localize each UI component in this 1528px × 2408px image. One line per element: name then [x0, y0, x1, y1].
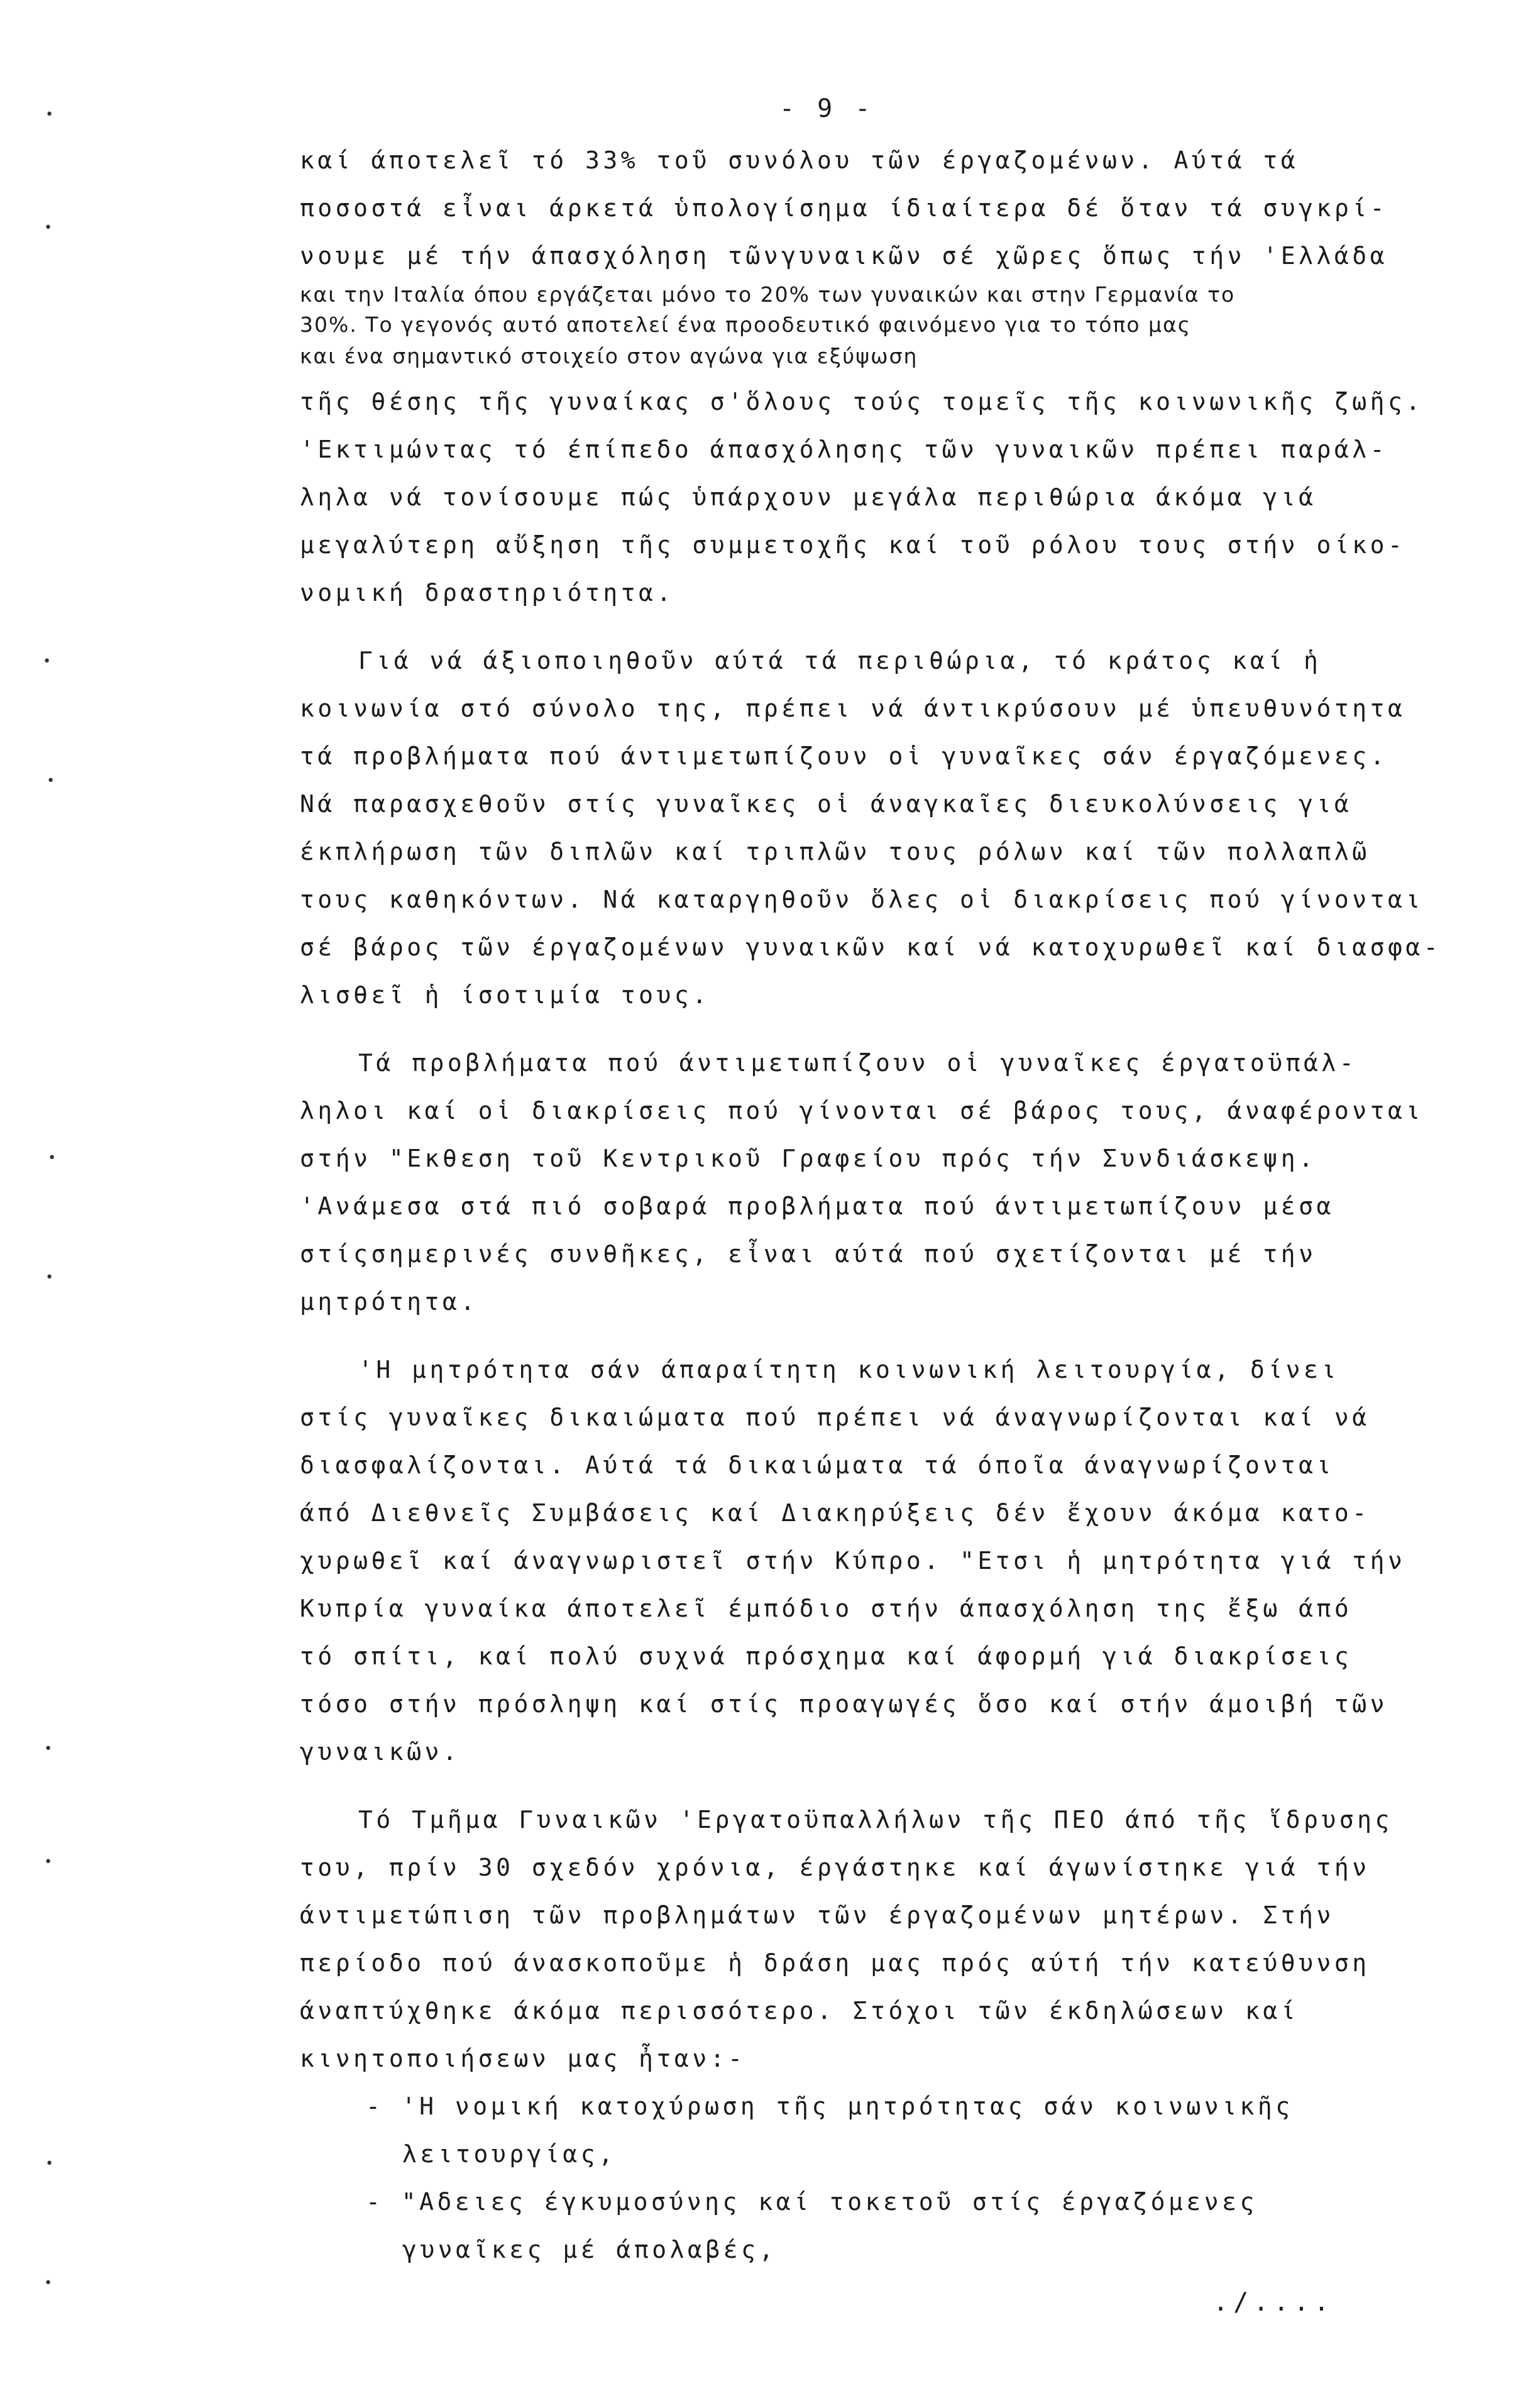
text-line: λισθεῖ ἡ ίσοτιμία τους. [300, 981, 710, 1009]
text-line: νουμε μέ τήν άπασχόληση τῶνγυναικῶν σέ χῶρες ὅπως τήν 'Ελλάδα [300, 242, 1388, 270]
margin-mark: • [44, 1854, 53, 1870]
text-line: ποσοστά εἶναι άρκετά ὑπολογίσημα ίδιαίτερα δέ ὅταν τά συγκρί- [300, 194, 1388, 222]
bullet-item-continuation: γυναῖκες μέ άπολαβές, [402, 2236, 777, 2263]
text-line: στίςσημερινές συνθῆκες, εἶναι αύτά πού σχετίζονται μέ τήν [300, 1240, 1317, 1268]
continuation-marker: ./.... [1213, 2288, 1334, 2317]
bullet-item-continuation: λειτουργίας, [402, 2140, 617, 2168]
text-line: Νά παρασχεθοῦν στίς γυναῖκες οἱ άναγκαῖες διευκολύνσεις γιά [300, 790, 1353, 818]
text-line: τῆς θέσης τῆς γυναίκας σ'ὅλους τούς τομεῖς τῆς κοινωνικῆς ζωῆς. [300, 388, 1424, 415]
text-line: 'Η μητρότητα σάν άπαραίτητη κοινωνική λειτουργία, δίνει [358, 1356, 1339, 1383]
margin-mark: • [45, 2156, 54, 2172]
text-line: άντιμετώπιση τῶν προβλημάτων τῶν έργαζομένων μητέρων. Στήν [300, 1901, 1334, 1929]
text-line: περίοδο πού άνασκοποῦμε ἡ δράση μας πρός αύτή τήν κατεύθυνση [300, 1949, 1370, 1977]
page-number: - 9 - [779, 94, 874, 123]
text-line: του, πρίν 30 σχεδόν χρόνια, έργάστηκε καί άγωνίστηκε γιά τήν [300, 1854, 1370, 1881]
text-line: τό σπίτι, καί πολύ συχνά πρόσχημα καί άφορμή γιά διακρίσεις [300, 1642, 1353, 1670]
margin-mark: • [47, 773, 55, 789]
text-line: ληλα νά τονίσουμε πώς ὑπάρχουν μεγάλα περιθώρια άκόμα γιά [300, 483, 1317, 511]
text-line: Τό Τμῆμα Γυναικῶν 'Εργατοϋπαλλήλων τῆς ΠΕΟ άπό τῆς ἵδρυσης [358, 1806, 1393, 1833]
text-line: στήν "Εκθεση τοῦ Κεντρικοῦ Γραφείου πρός τήν Συνδιάσκεψη. [300, 1145, 1317, 1172]
text-line: Γιά νά άξιοποιηθοῦν αύτά τά περιθώρια, τό κράτος καί ἡ [358, 647, 1322, 674]
text-line: τους καθηκόντων. Νά καταργηθοῦν ὅλες οἱ διακρίσεις πού γίνονται [300, 886, 1424, 913]
text-line: χυρωθεῖ καί άναγνωριστεῖ στήν Κύπρο. "Ετσι ἡ μητρότητα γιά τήν [300, 1547, 1406, 1575]
text-line: διασφαλίζονται. Αύτά τά δικαιώματα τά όποῖα άναγνωρίζονται [300, 1451, 1334, 1479]
text-line: τά προβλήματα πού άντιμετωπίζουν οἱ γυναῖκες σάν έργαζόμενες. [300, 742, 1388, 770]
margin-mark: • [45, 1270, 54, 1285]
text-line: 'Εκτιμώντας τό έπίπεδο άπασχόλησης τῶν γυναικῶν πρέπει παράλ- [300, 436, 1388, 463]
typed-correction-line: και την Ιταλία όπου εργάζεται μόνο το 20% των γυναικών και στην Γερμανία το [300, 282, 1236, 307]
text-line: τόσο στήν πρόσληψη καί στίς προαγωγές ὅσο καί στήν άμοιβή τῶν [300, 1690, 1388, 1718]
typed-correction-line: και ένα σημαντικό στοιχείο στον αγώνα για εξύψωση [300, 344, 918, 368]
text-line: ληλοι καί οἱ διακρίσεις πού γίνονται σέ βάρος τους, άναφέρονται [300, 1097, 1424, 1124]
text-line: κοινωνία στό σύνολο της, πρέπει νά άντικρύσουν μέ ὑπευθυνότητα [300, 695, 1406, 722]
text-line: στίς γυναῖκες δικαιώματα πού πρέπει νά άναγνωρίζονται καί νά [300, 1404, 1370, 1431]
typed-correction-line: 30%. Το γεγονός αυτό αποτελεί ένα προοδευτικό φαινόμενο για το τόπο μας [300, 312, 1192, 337]
text-line: άναπτύχθηκε άκόμα περισσότερο. Στόχοι τῶν έκδηλώσεων καί [300, 1997, 1299, 2025]
text-line: σέ βάρος τῶν έργαζομένων γυναικῶν καί νά κατοχυρωθεῖ καί διασφα- [300, 933, 1442, 961]
text-line: έκπλήρωση τῶν διπλῶν καί τριπλῶν τους ρόλων καί τῶν πολλαπλῶ [300, 838, 1370, 866]
text-line: κινητοποιήσεων μας ἦταν:- [300, 2045, 746, 2072]
margin-mark: • [44, 2275, 53, 2291]
text-line: Τά προβλήματα πού άντιμετωπίζουν οἱ γυναῖκες έργατοϋπάλ- [358, 1049, 1358, 1077]
text-line: Κυπρία γυναίκα άποτελεῖ έμπόδιο στήν άπασχόληση της ἔξω άπό [300, 1595, 1353, 1622]
text-line: μητρότητα. [300, 1288, 478, 1316]
margin-mark: • [48, 1150, 57, 1166]
text-line: καί άποτελεῖ τό 33% τοῦ συνόλου τῶν έργαζομένων. Αύτά τά [300, 146, 1299, 174]
bullet-item: - "Αδειες έγκυμοσύνης καί τοκετοῦ στίς έργαζόμενες [366, 2188, 1258, 2216]
margin-mark: • [44, 220, 53, 236]
text-line: νομική δραστηριότητα. [300, 579, 674, 607]
text-line: άπό Διεθνεῖς Συμβάσεις καί Διακηρύξεις δέν ἔχουν άκόμα κατο- [300, 1499, 1370, 1527]
text-line: γυναικῶν. [300, 1738, 461, 1766]
margin-mark: • [44, 1741, 53, 1757]
text-line: μεγαλύτερη αὔξηση τῆς συμμετοχῆς καί τοῦ ρόλου τους στήν οίκο- [300, 531, 1406, 559]
margin-mark: • [43, 654, 52, 669]
text-line: 'Ανάμεσα στά πιό σοβαρά προβλήματα πού άντιμετωπίζουν μέσα [300, 1192, 1334, 1220]
bullet-item: - 'Η νομική κατοχύρωση τῆς μητρότητας σάν κοινωνικῆς [366, 2092, 1294, 2120]
margin-mark: • [45, 107, 54, 123]
